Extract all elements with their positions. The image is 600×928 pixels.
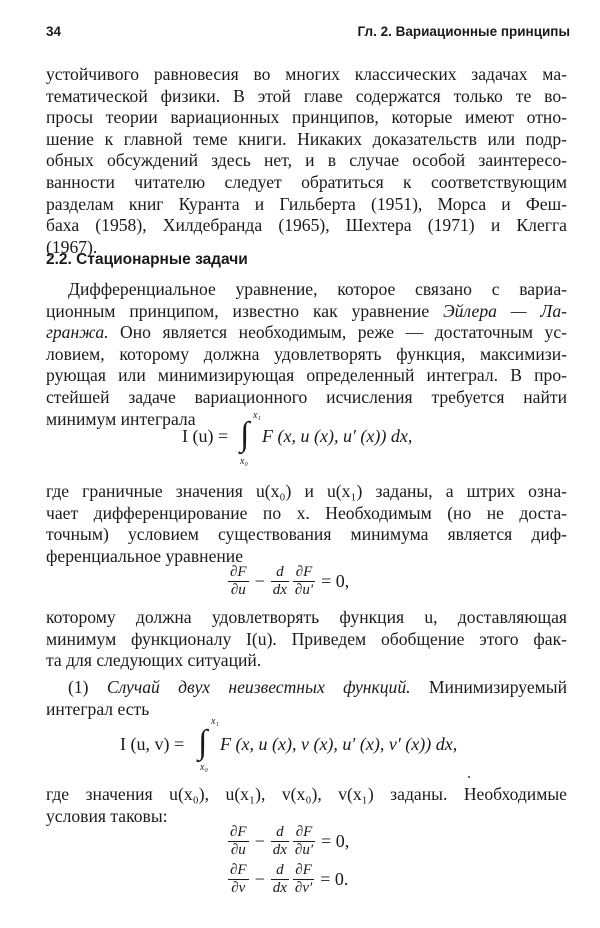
print-speck <box>468 776 470 778</box>
fraction: $\frac{\partial F}{\partial v'}$ <box>294 862 313 896</box>
fraction: $\frac{\partial F}{\partial u}$ <box>230 564 247 598</box>
text-line: просы теории вариационных принципов, которые имеют отно- <box>46 107 567 128</box>
chapter-title: Гл. 2. Вариационные принципы <box>357 24 570 39</box>
integral-sign: ∫ <box>240 416 250 453</box>
fraction: $\frac{d}{dx}$ <box>272 564 287 598</box>
text-line: ционным принципом, известно как уравнение Эйлера — Ла- <box>46 300 567 321</box>
text-line: гранжа. Оно является необходимым, реже — достаточным ус- <box>46 322 567 343</box>
paragraph-boundary <box>46 481 567 567</box>
text-line: точным) условием существования минимума является диф- <box>46 524 567 545</box>
text-line: разделам книг Куранта и Гильберта (1951), Морса и Феш- <box>46 193 567 214</box>
euler-equation-1: $\frac{\partial F}{\partial u}$ − $\frac{d}{dx}$ $\frac{\partial F}{\partial u'}$ = 0, <box>230 564 350 598</box>
text-line: (1) Случай двух неизвестных функций. Минимизируемый <box>68 677 567 697</box>
text-line: ванности читателю следует обратиться к соответствующим <box>46 171 567 192</box>
text-line: которому должна удовлетворять функция u, доставляющая <box>46 607 567 627</box>
fraction: $\frac{d}{dx}$ <box>272 862 287 896</box>
text-line: стейшей задаче вариационного исчисления требуется найти <box>46 386 567 407</box>
text-line: минимум интеграла <box>46 408 196 429</box>
equation-rhs: = 0, <box>321 831 350 851</box>
equation-rhs: = 0, <box>321 571 350 591</box>
section-heading: 2.2. Стационарные задачи <box>46 251 248 268</box>
equation-rhs: = 0. <box>320 869 349 889</box>
formula-integrand: F (x, u (x), u′ (x)) dx, <box>262 426 413 446</box>
text-line: тематической физики. В этой главе содержатся только те во- <box>46 85 567 106</box>
fraction: $\frac{\partial F}{\partial v}$ <box>230 862 247 896</box>
integral-upper-limit: x₁ <box>211 716 219 727</box>
paragraph-euler-lagrange <box>46 279 567 430</box>
text-line: обных обсуждений здесь нет, и в случае особой заинтересо- <box>46 150 567 171</box>
formula-lhs: I (u, v) = <box>120 734 185 754</box>
paragraph-intro <box>46 64 567 258</box>
euler-equation-3: $\frac{\partial F}{\partial v}$ − $\frac{d}{dx}$ $\frac{\partial F}{\partial v'}$ = 0. <box>230 862 349 896</box>
paragraph-generalization <box>46 607 567 672</box>
text-line: где значения u(x₀), u(x₁), v(x₀), v(x₁) заданы. Необходимые <box>46 784 567 804</box>
text-line: баха (1958), Хилдебранда (1965), Шехтера (1971) и Клегга <box>46 215 567 236</box>
text-line: шение к главной теме книги. Никаких доказательств или подр- <box>46 128 567 149</box>
integral-sign: ∫ <box>198 724 208 761</box>
text-line: та для следующих ситуаций. <box>46 650 262 671</box>
fraction: $\frac{\partial F}{\partial u}$ <box>230 824 247 858</box>
paragraph-conditions <box>46 784 567 827</box>
running-head <box>46 24 570 44</box>
fraction: $\frac{d}{dx}$ <box>272 824 287 858</box>
text-line: интеграл есть <box>46 698 150 719</box>
integral-lower-limit: x₀ <box>240 456 248 467</box>
integral-lower-limit: x₀ <box>200 762 208 773</box>
text-line: где граничные значения u(x₀) и u(x₁) заданы, а штрих озна- <box>46 481 567 501</box>
text-line: ференциальное уравнение <box>46 545 244 566</box>
paragraph-case-1 <box>46 677 567 720</box>
fraction: $\frac{\partial F}{\partial u'}$ <box>294 824 314 858</box>
text-line: условия таковы: <box>46 805 168 826</box>
page-number: 34 <box>46 24 62 39</box>
text-line: (1967). <box>46 236 98 257</box>
fraction: $\frac{\partial F}{\partial u'}$ <box>294 564 314 598</box>
text-line: устойчивого равновесия во многих классических задачах ма- <box>46 64 567 84</box>
text-line: чает дифференцирование по x. Необходимым (но не доста- <box>46 502 567 523</box>
integral-upper-limit: x₁ <box>253 410 261 421</box>
formula-lhs: I (u) = <box>182 426 229 446</box>
text-line: минимум функционалу I(u). Приведем обобщение этого фак- <box>46 628 567 649</box>
euler-equation-2: $\frac{\partial F}{\partial u}$ − $\frac{d}{dx}$ $\frac{\partial F}{\partial u'}$ = 0, <box>230 824 350 858</box>
text-line: ловием, которому должна удовлетворять функция, максимизи- <box>46 343 567 364</box>
formula-integrand: F (x, u (x), v (x), u′ (x), v′ (x)) dx, <box>220 734 458 754</box>
text-line: Дифференциальное уравнение, которое связано с вариа- <box>68 279 567 299</box>
text-line: рующая или минимизирующая определенный интеграл. В про- <box>46 365 567 386</box>
